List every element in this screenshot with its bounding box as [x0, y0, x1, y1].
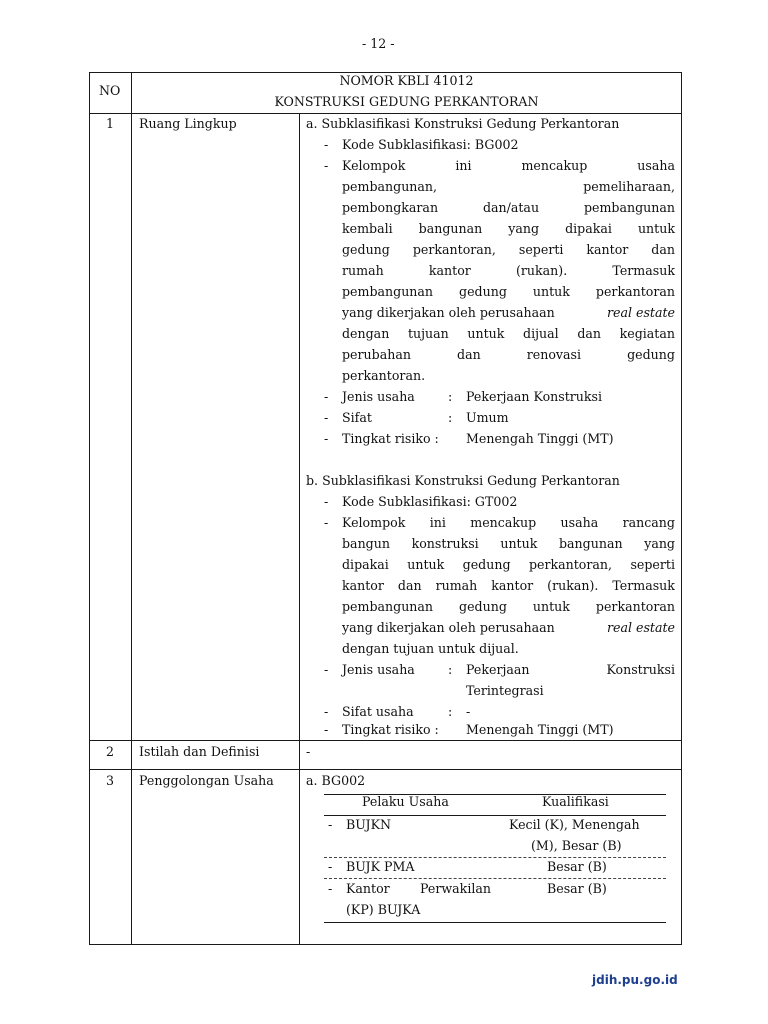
section-a-kode: Kode Subklasifikasi: BG002 — [342, 137, 519, 152]
table-border-col2 — [299, 113, 300, 945]
word: kantor — [342, 578, 384, 593]
word: usaha — [560, 515, 599, 530]
word: gedung — [342, 242, 390, 257]
row2-number: 2 — [106, 744, 115, 759]
word: Perwakilan — [420, 881, 491, 896]
kualifikasi-kp-bujka: Besar (B) — [547, 881, 607, 896]
word: pembangunan, — [342, 179, 438, 194]
bullet-dash: - — [328, 881, 333, 896]
section-b-jenis-value-line-2: Terintegrasi — [466, 683, 544, 698]
bullet-dash: - — [324, 137, 329, 152]
word: Termasuk — [612, 263, 675, 278]
section-a-risiko-value: Menengah Tinggi (MT) — [466, 431, 614, 446]
word: renovasi — [526, 347, 582, 362]
word: untuk — [407, 557, 445, 572]
word: kembali — [342, 221, 393, 236]
bullet-dash: - — [324, 722, 329, 737]
inner-table-dashed-divider — [324, 878, 666, 879]
desc-a-line-8 — [342, 305, 675, 321]
pelaku-bujk-pma: BUJK PMA — [346, 859, 415, 874]
bullet-dash: - — [328, 859, 333, 874]
row3-number: 3 — [106, 773, 115, 788]
word: perkantoran, — [528, 557, 613, 572]
col-pelaku-usaha: Pelaku Usaha — [362, 794, 449, 809]
word: pembongkaran — [342, 200, 439, 215]
word: pembangunan — [342, 599, 434, 614]
table-border-header-bottom — [89, 113, 682, 114]
row2-value: - — [306, 744, 311, 759]
inner-table-header-line — [324, 815, 666, 816]
pelaku-kp-bujka-line-1 — [346, 881, 491, 897]
desc-b-line-1 — [342, 515, 675, 531]
desc-a-line-3 — [342, 200, 675, 216]
desc-a-line-5 — [342, 242, 675, 258]
word: tujuan — [407, 326, 449, 341]
bullet-dash: - — [324, 662, 329, 677]
pelaku-bujkn: BUJKN — [346, 817, 392, 832]
kualifikasi-bujkn-line-1: Kecil (K), Menengah — [509, 817, 640, 832]
section-a-risiko-label: Tingkat risiko : — [342, 431, 439, 446]
desc-a-line-10 — [342, 347, 675, 363]
footer-site[interactable]: jdih.pu.go.id — [592, 973, 678, 987]
word: dan — [577, 326, 601, 341]
word: perkantoran — [595, 599, 675, 614]
table-border-row1-bottom — [89, 740, 682, 741]
table-border-col1 — [131, 72, 132, 945]
word: Kantor — [346, 881, 390, 896]
desc-a-line-2 — [342, 179, 675, 195]
bullet-dash: - — [324, 410, 329, 425]
colon: : — [448, 410, 453, 425]
colon: : — [448, 662, 453, 677]
word: gedung — [459, 599, 507, 614]
word: kantor — [491, 578, 534, 593]
word-italic: real estate — [606, 620, 675, 635]
row2-label: Istilah dan Definisi — [139, 744, 260, 759]
word: usaha — [637, 158, 675, 173]
desc-a-line-6 — [342, 263, 675, 279]
header-kbli-number: NOMOR KBLI 41012 — [339, 73, 474, 88]
word: gedung — [627, 347, 675, 362]
table-border-right — [681, 72, 682, 945]
inner-table-dashed-divider — [324, 857, 666, 858]
word: untuk — [637, 221, 675, 236]
col-kualifikasi: Kualifikasi — [542, 794, 609, 809]
word: untuk — [532, 284, 570, 299]
word: dan/atau — [482, 200, 540, 215]
row3-label: Penggolongan Usaha — [139, 773, 274, 788]
colon: : — [448, 389, 453, 404]
word: yang — [508, 221, 540, 236]
word: dan — [651, 242, 675, 257]
desc-b-line-3 — [342, 557, 675, 573]
word: yang dikerjakan oleh perusahaan — [342, 620, 555, 635]
bullet-dash: - — [324, 704, 329, 719]
word: (rukan). — [516, 263, 568, 278]
word: bangunan — [558, 536, 623, 551]
bullet-dash: - — [324, 431, 329, 446]
word: pembangunan — [342, 284, 434, 299]
row1-number: 1 — [106, 116, 115, 131]
desc-b-line-2 — [342, 536, 675, 552]
word: kegiatan — [619, 326, 675, 341]
desc-a-line-7 — [342, 284, 675, 300]
word: yang — [644, 536, 675, 551]
header-title: KONSTRUKSI GEDUNG PERKANTORAN — [274, 94, 539, 109]
section-b-jenis-value-line-1 — [466, 662, 675, 678]
table-border-left — [89, 72, 90, 945]
table-border-row2-bottom — [89, 769, 682, 770]
word: Termasuk — [612, 578, 675, 593]
word: untuk — [500, 536, 538, 551]
bullet-dash: - — [324, 515, 329, 530]
word: rumah — [342, 263, 384, 278]
word: rumah — [435, 578, 478, 593]
word: bangunan — [418, 221, 483, 236]
desc-a-line-11: perkantoran. — [342, 368, 426, 383]
section-b-kode: Kode Subklasifikasi: GT002 — [342, 494, 518, 509]
word: kantor — [586, 242, 629, 257]
section-a-sifat-label: Sifat — [342, 410, 372, 425]
word: perkantoran — [595, 284, 675, 299]
kualifikasi-bujkn-line-2: (M), Besar (B) — [531, 838, 622, 853]
word: Pekerjaan — [466, 662, 530, 677]
section-b-sifat-value: - — [466, 704, 471, 719]
word: Kelompok — [342, 158, 406, 173]
desc-b-line-6 — [342, 620, 675, 636]
word: perkantoran, — [412, 242, 496, 257]
word: gedung — [459, 284, 507, 299]
word: yang dikerjakan oleh perusahaan — [342, 305, 555, 320]
row1-label: Ruang Lingkup — [139, 116, 237, 131]
section-b-jenis-label: Jenis usaha — [342, 662, 415, 677]
word: dengan — [342, 326, 390, 341]
word: dijual — [523, 326, 559, 341]
desc-b-line-5 — [342, 599, 675, 615]
word: rancang — [622, 515, 675, 530]
word: mencakup — [470, 515, 537, 530]
word: mencakup — [521, 158, 588, 173]
word: ini — [455, 158, 472, 173]
colon: : — [448, 704, 453, 719]
section-a-sifat-value: Umum — [466, 410, 509, 425]
word: dipakai — [565, 221, 612, 236]
penggolongan-heading: a. BG002 — [306, 773, 366, 788]
word: perubahan — [342, 347, 411, 362]
word: dan — [397, 578, 422, 593]
word: untuk — [467, 326, 505, 341]
section-a-jenis-value: Pekerjaan Konstruksi — [466, 389, 603, 404]
section-b-sifat-label: Sifat usaha — [342, 704, 414, 719]
desc-a-line-9 — [342, 326, 675, 342]
section-b-heading: b. Subklasifikasi Konstruksi Gedung Perkantoran — [306, 473, 620, 488]
section-a-jenis-label: Jenis usaha — [342, 389, 415, 404]
bullet-dash: - — [324, 158, 329, 173]
word: dipakai — [342, 557, 389, 572]
word: seperti — [630, 557, 675, 572]
section-b-risiko-value: Menengah Tinggi (MT) — [466, 722, 614, 737]
word: untuk — [532, 599, 570, 614]
word: pembangunan — [583, 200, 675, 215]
table-border-bottom — [89, 944, 682, 945]
pelaku-kp-bujka-line-2: (KP) BUJKA — [346, 902, 421, 917]
word: Konstruksi — [606, 662, 675, 677]
desc-b-line-7: dengan tujuan untuk dijual. — [342, 641, 519, 656]
kualifikasi-bujk-pma: Besar (B) — [547, 859, 607, 874]
word: ini — [429, 515, 446, 530]
bullet-dash: - — [324, 389, 329, 404]
word: pemeliharaan, — [583, 179, 675, 194]
desc-a-line-4 — [342, 221, 675, 237]
word: bangun — [342, 536, 390, 551]
word: Kelompok — [342, 515, 406, 530]
inner-table-bottom-line — [324, 922, 666, 923]
header-no: NO — [99, 83, 121, 98]
word-italic: real estate — [606, 305, 675, 320]
bullet-dash: - — [324, 494, 329, 509]
word: dan — [457, 347, 481, 362]
page-number: - 12 - — [362, 36, 395, 51]
section-b-risiko-label: Tingkat risiko : — [342, 722, 439, 737]
word: konstruksi — [411, 536, 479, 551]
section-a-heading: a. Subklasifikasi Konstruksi Gedung Perkantoran — [306, 116, 620, 131]
desc-a-line-1 — [342, 158, 675, 174]
bullet-dash: - — [328, 817, 333, 832]
word: gedung — [462, 557, 511, 572]
word: kantor — [428, 263, 471, 278]
desc-b-line-4 — [342, 578, 675, 594]
word: (rukan). — [547, 578, 599, 593]
word: seperti — [518, 242, 564, 257]
